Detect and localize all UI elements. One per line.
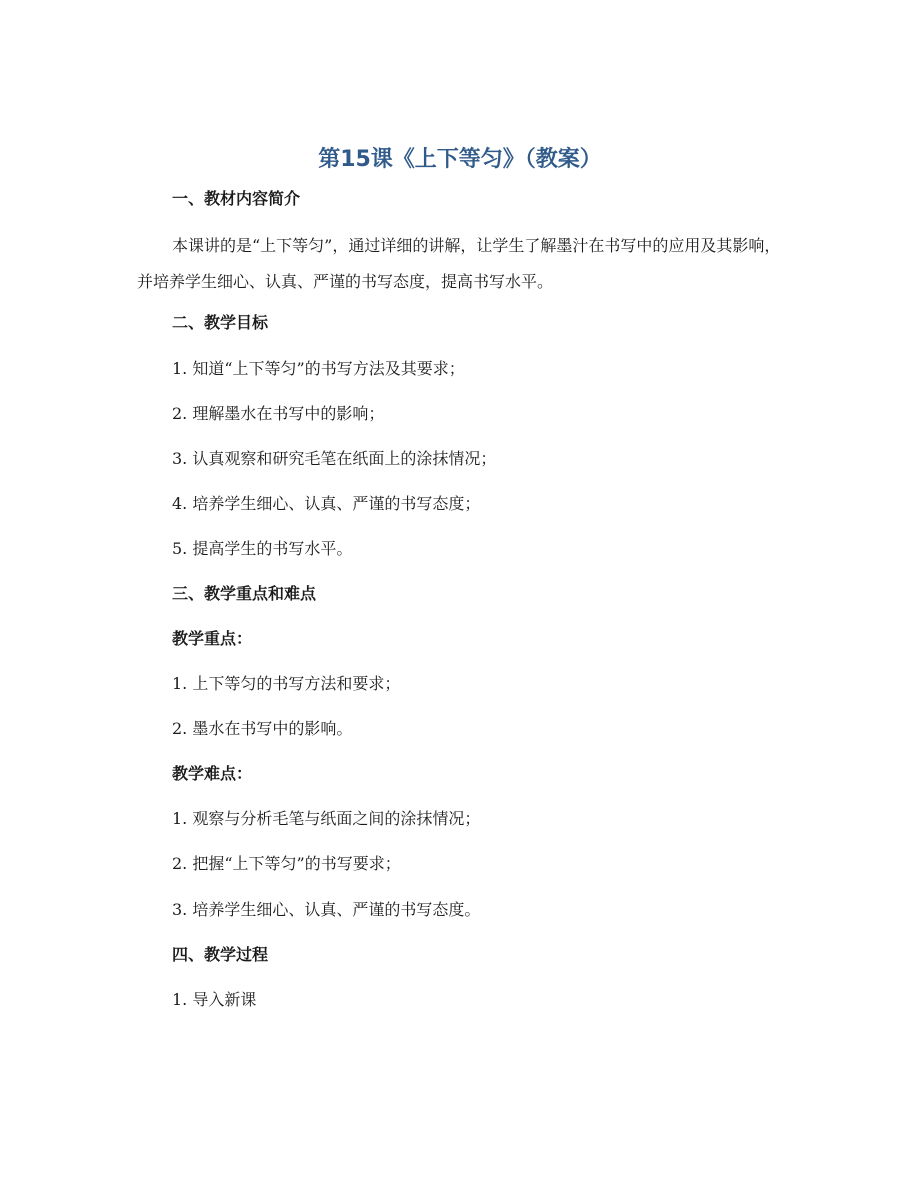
- difficult-item: 1. 观察与分析毛笔与纸面之间的涂抹情况；: [172, 809, 481, 828]
- goal-item: 5. 提高学生的书写水平。: [172, 539, 353, 558]
- subheading-key: 教学重点：: [172, 629, 253, 648]
- goal-item: 2. 理解墨水在书写中的影响；: [172, 404, 385, 423]
- difficult-item: 3. 培养学生细心、认真、严谨的书写态度。: [172, 900, 481, 919]
- goal-item: 3. 认真观察和研究毛笔在纸面上的涂抹情况；: [172, 449, 497, 468]
- difficult-item: 2. 把握“上下等匀”的书写要求；: [172, 854, 401, 873]
- section-heading-key-points: 三、教学重点和难点: [172, 584, 317, 603]
- subheading-difficult: 教学难点：: [172, 764, 253, 783]
- process-item: 1. 导入新课: [172, 990, 257, 1009]
- key-item: 1. 上下等匀的书写方法和要求；: [172, 674, 401, 693]
- goal-item: 1. 知道“上下等匀”的书写方法及其要求；: [172, 359, 465, 378]
- section-heading-goals: 二、教学目标: [172, 313, 269, 332]
- section-heading-process: 四、教学过程: [172, 945, 269, 964]
- overview-paragraph: 本课讲的是“上下等匀”，通过详细的讲解，让学生了解墨汁在书写中的应用及其影响，并培养学生细心、认真、严谨的书写态度，提高书写水平。: [137, 236, 781, 291]
- key-item: 2. 墨水在书写中的影响。: [172, 719, 353, 738]
- document-title: 第15课《上下等匀》（教案）: [318, 147, 602, 172]
- section-heading-overview: 一、教材内容简介: [172, 189, 301, 208]
- goal-item: 4. 培养学生细心、认真、严谨的书写态度；: [172, 494, 481, 513]
